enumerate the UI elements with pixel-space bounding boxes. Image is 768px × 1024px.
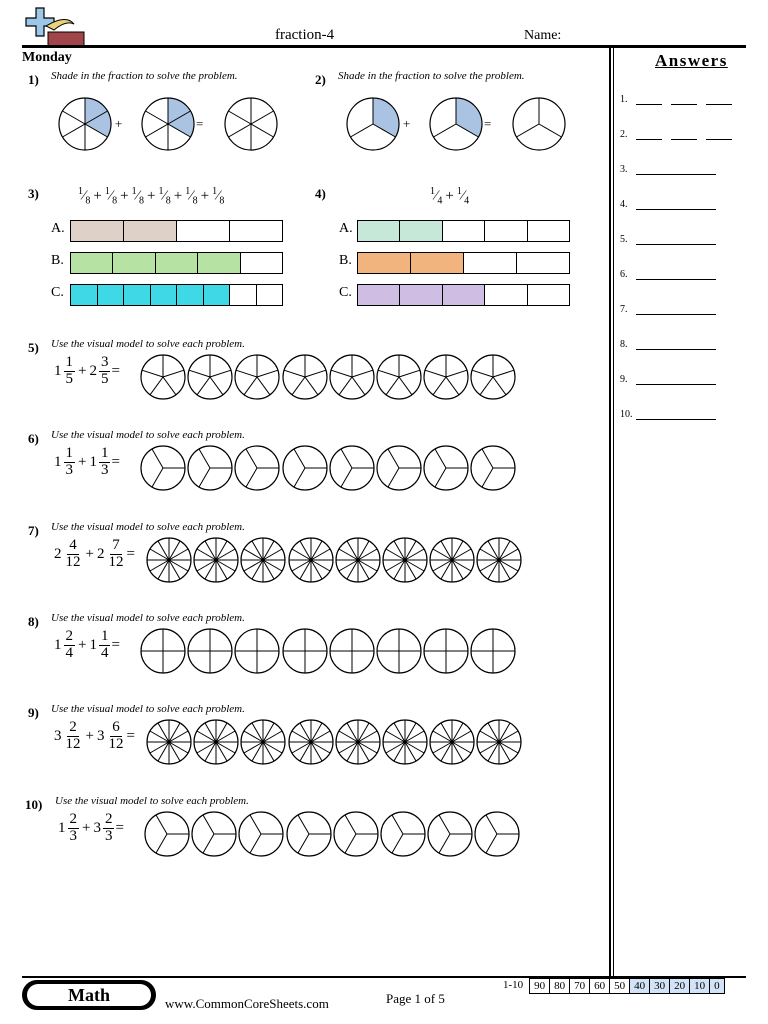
equals-sign: =	[196, 116, 204, 131]
numerator: 2	[104, 811, 113, 827]
question-number: 3)	[28, 186, 39, 201]
whole-part: 2	[89, 362, 97, 379]
mixed-number	[54, 446, 75, 479]
question-number: 8)	[28, 614, 39, 629]
fraction-circle	[240, 719, 286, 765]
empty-cell	[517, 253, 569, 273]
header-divider	[22, 45, 746, 48]
answer-blank	[706, 103, 732, 105]
unit-fraction	[132, 186, 144, 206]
empty-cell	[528, 221, 569, 241]
whole-part: 2	[96, 545, 105, 562]
fraction-circle	[286, 811, 332, 857]
fraction-circle	[376, 628, 422, 674]
question-instruction: Use the visual model to solve each problem.	[51, 338, 245, 350]
shaded-cell	[358, 221, 400, 241]
numerator: 3	[100, 354, 109, 370]
whole-part: 3	[54, 727, 62, 744]
mixed-number	[54, 629, 75, 662]
numerator: 2	[69, 811, 77, 827]
denominator: 4	[437, 195, 443, 207]
shaded-cell	[204, 285, 231, 305]
question-instruction: Use the visual model to solve each problem.	[51, 612, 245, 624]
numerator: 1	[430, 186, 435, 197]
answer-column-divider	[609, 48, 611, 978]
unit-fraction	[158, 186, 170, 206]
addition-expression	[78, 186, 224, 206]
empty-cell	[485, 221, 527, 241]
fraction	[103, 812, 115, 845]
answer-blank	[636, 278, 716, 280]
shaded-cell	[124, 285, 151, 305]
fraction-circle	[429, 537, 475, 583]
denominator: 4	[464, 195, 470, 207]
answer-number: 4.	[620, 199, 628, 210]
score-range: 1-10	[503, 979, 524, 991]
empty-cell	[177, 221, 230, 241]
denominator: 8	[138, 195, 144, 207]
fraction-circle	[329, 628, 375, 674]
fraction-circle	[329, 354, 375, 400]
score-cell: 90	[529, 978, 550, 994]
score-cell: 10	[690, 978, 710, 994]
answer-row	[620, 409, 725, 420]
fraction-circle	[140, 354, 186, 400]
empty-cell	[528, 285, 569, 305]
mixed-number-equation	[54, 720, 138, 753]
denominator: 12	[65, 553, 81, 570]
answer-number: 3.	[620, 164, 628, 175]
fraction-circle	[191, 811, 237, 857]
fraction-circle	[238, 811, 284, 857]
fraction-bar	[357, 220, 570, 242]
answer-number: 10.	[620, 409, 633, 420]
fraction-circle	[144, 811, 190, 857]
mixed-number-equation	[54, 355, 123, 388]
shaded-cell	[358, 253, 411, 273]
equals-sign: =	[484, 116, 492, 131]
denominator: 3	[65, 461, 73, 478]
denominator: 8	[192, 195, 198, 207]
shaded-cell	[400, 221, 442, 241]
fraction-circle	[423, 445, 469, 491]
whole-part: 1	[54, 453, 62, 470]
fraction-circle	[141, 97, 195, 151]
shaded-cell	[124, 221, 177, 241]
fraction-circle	[187, 628, 233, 674]
answer-blank	[636, 208, 716, 210]
fraction-circle	[193, 537, 239, 583]
question-number: 7)	[28, 523, 39, 538]
fraction-circle	[376, 354, 422, 400]
fraction	[68, 812, 80, 845]
denominator: 8	[112, 195, 118, 207]
numerator: 1	[100, 445, 109, 461]
answer-number: 9.	[620, 374, 628, 385]
fraction-circle	[429, 97, 483, 151]
equals-sign: =	[111, 636, 120, 653]
question-number: 1)	[28, 72, 39, 87]
shaded-cell	[71, 253, 113, 273]
numerator: 1	[65, 354, 73, 370]
fraction-circle	[187, 354, 233, 400]
mixed-number	[93, 812, 114, 845]
score-cell: 0	[710, 978, 725, 994]
answer-number: 7.	[620, 304, 628, 315]
fraction-circle	[429, 719, 475, 765]
answer-column-divider-inner	[613, 48, 614, 978]
fraction-circle	[234, 445, 280, 491]
question-number: 2)	[315, 72, 326, 87]
score-cell: 80	[550, 978, 570, 994]
fraction-circle	[427, 811, 473, 857]
option-label: C.	[51, 285, 64, 300]
plus-sign: +	[146, 187, 156, 204]
fraction-slash: ⁄	[461, 188, 465, 204]
denominator: 12	[65, 735, 81, 752]
mixed-number	[89, 629, 110, 662]
fraction-circle	[282, 628, 328, 674]
answer-row	[620, 304, 725, 315]
answer-number: 2.	[620, 129, 628, 140]
question-instruction: Shade in the fraction to solve the problem.	[338, 70, 525, 82]
question-number: 10)	[25, 797, 43, 812]
plus-sign: +	[78, 453, 87, 470]
score-table	[499, 978, 725, 994]
answer-row	[620, 234, 725, 245]
unit-fraction	[212, 186, 224, 206]
score-cell: 20	[670, 978, 690, 994]
empty-cell	[464, 253, 517, 273]
denominator: 4	[65, 644, 73, 661]
equals-sign: =	[115, 819, 124, 836]
denominator: 8	[85, 195, 91, 207]
answer-number: 5.	[620, 234, 628, 245]
score-cell: 60	[590, 978, 610, 994]
mixed-number	[58, 812, 79, 845]
plus-sign: +	[200, 187, 210, 204]
shaded-cell	[151, 285, 178, 305]
denominator: 5	[65, 370, 73, 387]
fraction	[64, 538, 83, 571]
fraction-circle	[335, 537, 381, 583]
math-badge	[22, 980, 156, 1010]
fraction-bar	[70, 252, 283, 274]
denominator: 8	[219, 195, 225, 207]
unit-fraction	[78, 186, 90, 206]
question-number: 5)	[28, 340, 39, 355]
fraction-circle	[382, 719, 428, 765]
denominator: 5	[100, 370, 109, 387]
question-number: 9)	[28, 705, 39, 720]
answer-blank	[636, 348, 716, 350]
fraction	[64, 720, 83, 753]
shaded-cell	[71, 221, 124, 241]
plus-sign: +	[120, 187, 129, 204]
answer-number: 8.	[620, 339, 628, 350]
fraction-slash: ⁄	[109, 188, 113, 204]
addition-expression	[430, 186, 469, 206]
shaded-cell	[113, 253, 155, 273]
mixed-number-equation	[58, 812, 127, 845]
shaded-cell	[358, 285, 400, 305]
fraction	[99, 446, 111, 479]
empty-cell	[230, 285, 257, 305]
numerator: 1	[158, 186, 164, 197]
numerator: 1	[185, 186, 191, 197]
score-cell: 70	[570, 978, 590, 994]
answers-title: Answers	[655, 51, 728, 70]
fraction-circle	[329, 445, 375, 491]
fraction-circle	[234, 628, 280, 674]
shaded-cell	[156, 253, 198, 273]
answer-row	[620, 199, 725, 210]
fraction	[106, 538, 125, 571]
numerator: 1	[131, 186, 137, 197]
plus-sign: +	[82, 819, 91, 836]
fraction-circle	[240, 537, 286, 583]
plus-sign: +	[78, 636, 87, 653]
shaded-cell	[177, 285, 204, 305]
shaded-cell	[443, 285, 485, 305]
empty-cell	[241, 253, 282, 273]
answer-blank	[636, 103, 662, 105]
whole-part: 2	[54, 545, 62, 562]
fraction-slash: ⁄	[163, 188, 166, 204]
shaded-cell	[400, 285, 442, 305]
plus-sign: +	[85, 727, 94, 744]
shaded-cell	[71, 285, 98, 305]
question-number: 4)	[315, 186, 326, 201]
fraction	[64, 446, 76, 479]
fraction	[99, 629, 111, 662]
fraction-circle	[282, 354, 328, 400]
fraction-circle	[282, 445, 328, 491]
fraction-bar	[357, 284, 570, 306]
option-label: A.	[339, 221, 353, 236]
fraction-circle	[512, 97, 566, 151]
fraction-circle	[423, 628, 469, 674]
numerator: 1	[78, 186, 83, 197]
answer-row	[620, 94, 741, 105]
option-label: A.	[51, 221, 65, 236]
fraction-circle	[288, 537, 334, 583]
fraction-slash: ⁄	[83, 188, 86, 204]
fraction-circle	[470, 445, 516, 491]
answer-blank	[636, 173, 716, 175]
name-label: Name:	[524, 28, 562, 43]
unit-fraction	[105, 186, 117, 206]
mixed-number	[97, 720, 126, 753]
answer-number: 1.	[620, 94, 628, 105]
fraction-circle	[140, 445, 186, 491]
fraction	[99, 355, 111, 388]
numerator: 6	[112, 719, 120, 735]
whole-part: 3	[96, 727, 105, 744]
fraction-circle	[476, 537, 522, 583]
fraction-slash: ⁄	[190, 188, 193, 204]
fraction-circle	[146, 537, 192, 583]
mixed-number-equation	[54, 538, 138, 571]
answer-blank	[671, 138, 697, 140]
plus-sign: +	[403, 116, 411, 131]
fraction-circle	[288, 719, 334, 765]
mixed-number	[54, 720, 83, 753]
answer-blank	[636, 138, 662, 140]
numerator: 1	[456, 186, 462, 197]
numerator: 2	[69, 719, 77, 735]
logo-icon	[22, 6, 86, 48]
site-url: www.CommonCoreSheets.com	[165, 996, 329, 1011]
fraction-circle	[470, 628, 516, 674]
answer-number: 6.	[620, 269, 628, 280]
answer-blank	[706, 138, 732, 140]
answer-blank	[671, 103, 697, 105]
fraction-circle	[58, 97, 112, 151]
question-number: 6)	[28, 431, 39, 446]
denominator: 4	[100, 644, 109, 661]
denominator: 8	[165, 195, 171, 207]
plus-sign: +	[115, 116, 123, 131]
fraction-circle	[346, 97, 400, 151]
score-cell: 50	[610, 978, 630, 994]
whole-part: 1	[89, 636, 97, 653]
fraction-bar	[70, 284, 283, 306]
numerator: 2	[65, 628, 73, 644]
whole-part: 1	[58, 819, 66, 836]
fraction-circle	[470, 354, 516, 400]
fraction-bar	[70, 220, 283, 242]
whole-part: 1	[54, 636, 62, 653]
plus-sign: +	[78, 362, 87, 379]
answer-blank	[636, 383, 716, 385]
mixed-number	[97, 538, 126, 571]
option-label: B.	[339, 253, 352, 268]
score-cell: 30	[650, 978, 670, 994]
answer-blank	[636, 418, 716, 420]
question-instruction: Use the visual model to solve each problem.	[51, 429, 245, 441]
answer-row	[620, 339, 725, 350]
unit-fraction	[430, 186, 442, 206]
equals-sign: =	[126, 727, 135, 744]
denominator: 3	[104, 827, 113, 844]
numerator: 4	[69, 537, 77, 553]
question-instruction: Use the visual model to solve each problem.	[51, 703, 245, 715]
whole-part: 1	[89, 453, 97, 470]
empty-cell	[485, 285, 527, 305]
fraction-circle	[146, 719, 192, 765]
empty-cell	[443, 221, 485, 241]
plus-sign: +	[445, 187, 454, 204]
fraction	[64, 355, 76, 388]
option-label: C.	[339, 285, 352, 300]
fraction-circle	[333, 811, 379, 857]
answer-blank	[636, 243, 716, 245]
whole-part: 3	[93, 819, 101, 836]
plus-sign: +	[93, 187, 102, 204]
denominator: 3	[100, 461, 109, 478]
fraction-circle	[234, 354, 280, 400]
fraction-circle	[376, 445, 422, 491]
shaded-cell	[411, 253, 464, 273]
day-label: Monday	[22, 50, 72, 65]
fraction-circle	[187, 445, 233, 491]
option-label: B.	[51, 253, 64, 268]
shaded-cell	[98, 285, 125, 305]
fraction-circle	[335, 719, 381, 765]
page-number: Page 1 of 5	[386, 991, 445, 1006]
answer-blank	[636, 313, 716, 315]
empty-cell	[230, 221, 282, 241]
mixed-number	[89, 446, 110, 479]
fraction-circle	[224, 97, 278, 151]
fraction-circle	[380, 811, 426, 857]
question-instruction: Shade in the fraction to solve the problem.	[51, 70, 238, 82]
mixed-number-equation	[54, 446, 123, 479]
denominator: 12	[108, 553, 124, 570]
fraction-slash: ⁄	[217, 188, 220, 204]
numerator: 1	[65, 445, 73, 461]
fraction-circle	[474, 811, 520, 857]
denominator: 3	[69, 827, 77, 844]
fraction-circle	[423, 354, 469, 400]
fraction-bar	[357, 252, 570, 274]
mixed-number	[54, 538, 83, 571]
answer-row	[620, 129, 741, 140]
whole-part: 1	[54, 362, 62, 379]
fraction-circle	[140, 628, 186, 674]
shaded-cell	[198, 253, 240, 273]
mixed-number	[54, 355, 75, 388]
numerator: 1	[104, 186, 110, 197]
score-cell: 40	[630, 978, 650, 994]
equals-sign: =	[111, 362, 120, 379]
math-badge-label: Math	[27, 984, 151, 1006]
answer-row	[620, 269, 725, 280]
question-instruction: Use the visual model to solve each problem.	[55, 795, 249, 807]
numerator: 1	[212, 186, 218, 197]
unit-fraction	[185, 186, 197, 206]
denominator: 12	[108, 735, 124, 752]
fraction	[64, 629, 76, 662]
plus-sign: +	[85, 545, 94, 562]
unit-fraction	[457, 186, 469, 206]
mixed-number	[89, 355, 110, 388]
equals-sign: =	[126, 545, 135, 562]
fraction-circle	[476, 719, 522, 765]
equals-sign: =	[111, 453, 120, 470]
plus-sign: +	[173, 187, 183, 204]
answer-row	[620, 374, 725, 385]
fraction-slash: ⁄	[136, 188, 139, 204]
worksheet-title: fraction-4	[275, 27, 335, 43]
empty-cell	[257, 285, 283, 305]
fraction-circle	[382, 537, 428, 583]
fraction	[106, 720, 125, 753]
numerator: 1	[100, 628, 109, 644]
fraction-circle	[193, 719, 239, 765]
answer-row	[620, 164, 725, 175]
question-instruction: Use the visual model to solve each problem.	[51, 521, 245, 533]
mixed-number-equation	[54, 629, 123, 662]
numerator: 7	[112, 537, 120, 553]
fraction-slash: ⁄	[435, 188, 438, 204]
